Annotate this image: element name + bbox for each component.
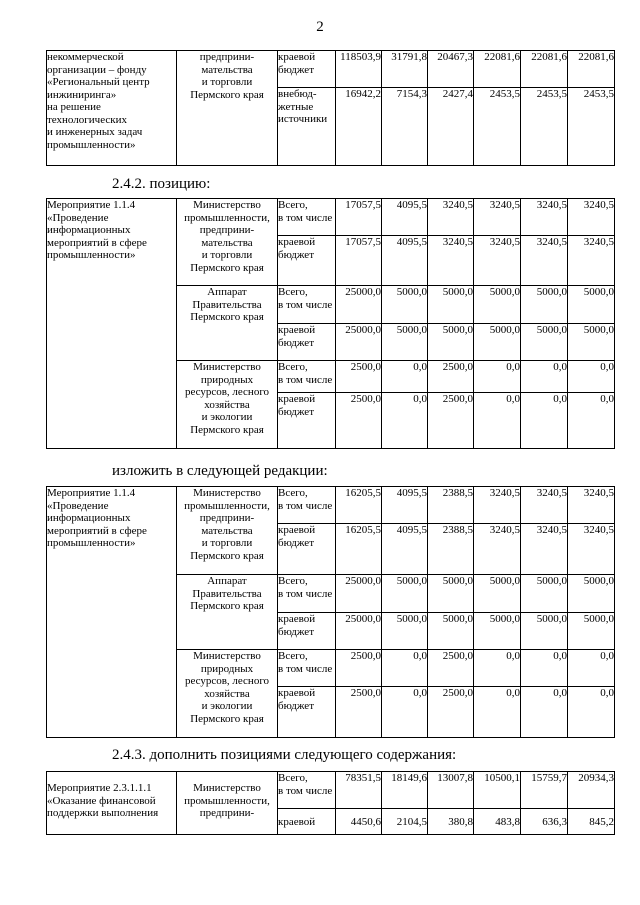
funding-source: Всего, в том числе: [278, 286, 336, 324]
amount-cell: 22081,6: [568, 51, 615, 88]
table-added-positions: [46, 771, 615, 835]
amount-cell: 5000,0: [428, 324, 474, 361]
event-name: некоммерческой организации – фонду «Региональный центр инжиниринга» на решение технологических и инженерных задач промышленности»: [47, 51, 177, 166]
table-row: [47, 51, 615, 88]
amount-cell: 2500,0: [428, 393, 474, 449]
amount-cell: 483,8: [474, 809, 521, 835]
amount-cell: 2500,0: [336, 650, 382, 687]
amount-cell: 2453,5: [568, 88, 615, 166]
amount-cell: 3240,5: [474, 199, 521, 236]
amount-cell: 2453,5: [521, 88, 568, 166]
funding-source: Всего, в том числе: [278, 361, 336, 393]
amount-cell: 2500,0: [336, 361, 382, 393]
amount-cell: 25000,0: [336, 324, 382, 361]
event-name: Мероприятие 1.1.4 «Проведение информационных мероприятий в сфере промышленности»: [47, 487, 177, 738]
amount-cell: 5000,0: [521, 575, 568, 613]
amount-cell: 0,0: [521, 393, 568, 449]
amount-cell: 2104,5: [382, 809, 428, 835]
amount-cell: 2500,0: [428, 361, 474, 393]
table-row: [47, 199, 615, 236]
section-heading-new-edition: изложить в следующей редакции:: [112, 463, 328, 479]
amount-cell: 16942,2: [336, 88, 382, 166]
funding-source: краевой бюджет: [278, 51, 336, 88]
amount-cell: 16205,5: [336, 487, 382, 524]
amount-cell: 0,0: [474, 393, 521, 449]
amount-cell: 3240,5: [521, 236, 568, 286]
amount-cell: 0,0: [568, 393, 615, 449]
amount-cell: 2388,5: [428, 524, 474, 575]
amount-cell: 5000,0: [382, 286, 428, 324]
amount-cell: 636,3: [521, 809, 568, 835]
amount-cell: 3240,5: [521, 199, 568, 236]
amount-cell: 3240,5: [474, 524, 521, 575]
amount-cell: 4095,5: [382, 487, 428, 524]
amount-cell: 25000,0: [336, 575, 382, 613]
amount-cell: 0,0: [521, 361, 568, 393]
amount-cell: 20934,3: [568, 772, 615, 809]
page-number: 2: [316, 19, 324, 35]
amount-cell: 4095,5: [382, 524, 428, 575]
amount-cell: 2500,0: [336, 393, 382, 449]
amount-cell: 4450,6: [336, 809, 382, 835]
section-heading-2-4-2: 2.4.2. позицию:: [112, 176, 211, 192]
responsible-executor: Министерство природных ресурсов, лесного хозяйства и экологии Пермского края: [177, 361, 278, 449]
funding-source: краевой: [278, 809, 336, 835]
responsible-executor: Министерство природных ресурсов, лесного хозяйства и экологии Пермского края: [177, 650, 278, 738]
amount-cell: 380,8: [428, 809, 474, 835]
amount-cell: 5000,0: [521, 286, 568, 324]
amount-cell: 0,0: [382, 361, 428, 393]
amount-cell: 5000,0: [521, 324, 568, 361]
amount-cell: 2500,0: [428, 650, 474, 687]
amount-cell: 5000,0: [382, 575, 428, 613]
amount-cell: 2453,5: [474, 88, 521, 166]
amount-cell: 5000,0: [474, 286, 521, 324]
amount-cell: 17057,5: [336, 236, 382, 286]
amount-cell: 22081,6: [521, 51, 568, 88]
responsible-executor: Министерство промышленности, предприни- мательства и торговли Пермского края: [177, 199, 278, 286]
amount-cell: 5000,0: [382, 324, 428, 361]
amount-cell: 3240,5: [474, 487, 521, 524]
amount-cell: 2388,5: [428, 487, 474, 524]
amount-cell: 5000,0: [568, 286, 615, 324]
funding-source: краевой бюджет: [278, 687, 336, 738]
amount-cell: 5000,0: [521, 613, 568, 650]
amount-cell: 845,2: [568, 809, 615, 835]
funding-source: краевой бюджет: [278, 393, 336, 449]
table-new-edition: [46, 486, 615, 738]
amount-cell: 5000,0: [428, 575, 474, 613]
amount-cell: 20467,3: [428, 51, 474, 88]
funding-source: Всего, в том числе: [278, 199, 336, 236]
table-continuation: [46, 50, 615, 166]
funding-source: Всего, в том числе: [278, 772, 336, 809]
amount-cell: 3240,5: [428, 236, 474, 286]
amount-cell: 15759,7: [521, 772, 568, 809]
amount-cell: 3240,5: [568, 487, 615, 524]
funding-source: Всего, в том числе: [278, 650, 336, 687]
amount-cell: 3240,5: [568, 236, 615, 286]
amount-cell: 7154,3: [382, 88, 428, 166]
amount-cell: 0,0: [521, 650, 568, 687]
amount-cell: 5000,0: [474, 575, 521, 613]
amount-cell: 0,0: [382, 687, 428, 738]
funding-source: краевой бюджет: [278, 236, 336, 286]
table-current-position: [46, 198, 615, 449]
amount-cell: 4095,5: [382, 199, 428, 236]
amount-cell: 2500,0: [428, 687, 474, 738]
funding-source: внебюд- жетные источники: [278, 88, 336, 166]
amount-cell: 5000,0: [428, 613, 474, 650]
amount-cell: 4095,5: [382, 236, 428, 286]
amount-cell: 17057,5: [336, 199, 382, 236]
amount-cell: 3240,5: [568, 199, 615, 236]
amount-cell: 118503,9: [336, 51, 382, 88]
amount-cell: 13007,8: [428, 772, 474, 809]
amount-cell: 5000,0: [568, 575, 615, 613]
amount-cell: 25000,0: [336, 286, 382, 324]
amount-cell: 18149,6: [382, 772, 428, 809]
amount-cell: 3240,5: [428, 199, 474, 236]
amount-cell: 0,0: [568, 650, 615, 687]
amount-cell: 3240,5: [521, 524, 568, 575]
responsible-executor: Аппарат Правительства Пермского края: [177, 286, 278, 361]
table-row: [47, 487, 615, 524]
amount-cell: 3240,5: [568, 524, 615, 575]
funding-source: краевой бюджет: [278, 324, 336, 361]
amount-cell: 5000,0: [474, 324, 521, 361]
amount-cell: 0,0: [382, 393, 428, 449]
event-name: Мероприятие 1.1.4 «Проведение информационных мероприятий в сфере промышленности»: [47, 199, 177, 449]
amount-cell: 2500,0: [336, 687, 382, 738]
amount-cell: 0,0: [474, 361, 521, 393]
responsible-executor: предприни- мательства и торговли Пермского края: [177, 51, 278, 166]
amount-cell: 5000,0: [568, 613, 615, 650]
amount-cell: 0,0: [474, 650, 521, 687]
amount-cell: 10500,1: [474, 772, 521, 809]
amount-cell: 22081,6: [474, 51, 521, 88]
section-heading-2-4-3: 2.4.3. дополнить позициями следующего содержания:: [112, 747, 457, 763]
amount-cell: 0,0: [474, 687, 521, 738]
amount-cell: 3240,5: [521, 487, 568, 524]
responsible-executor: Министерство промышленности, предприни-: [177, 772, 278, 835]
amount-cell: 5000,0: [474, 613, 521, 650]
amount-cell: 5000,0: [382, 613, 428, 650]
amount-cell: 0,0: [568, 361, 615, 393]
amount-cell: 3240,5: [474, 236, 521, 286]
funding-source: Всего, в том числе: [278, 575, 336, 613]
amount-cell: 25000,0: [336, 613, 382, 650]
amount-cell: 5000,0: [428, 286, 474, 324]
event-name: Мероприятие 2.3.1.1.1 «Оказание финансовой поддержки выполнения: [47, 772, 177, 835]
amount-cell: 5000,0: [568, 324, 615, 361]
responsible-executor: Министерство промышленности, предприни- мательства и торговли Пермского края: [177, 487, 278, 575]
amount-cell: 78351,5: [336, 772, 382, 809]
amount-cell: 0,0: [568, 687, 615, 738]
amount-cell: 0,0: [382, 650, 428, 687]
responsible-executor: Аппарат Правительства Пермского края: [177, 575, 278, 650]
amount-cell: 16205,5: [336, 524, 382, 575]
funding-source: Всего, в том числе: [278, 487, 336, 524]
amount-cell: 0,0: [521, 687, 568, 738]
table-row: [47, 772, 615, 809]
amount-cell: 31791,8: [382, 51, 428, 88]
funding-source: краевой бюджет: [278, 613, 336, 650]
amount-cell: 2427,4: [428, 88, 474, 166]
funding-source: краевой бюджет: [278, 524, 336, 575]
